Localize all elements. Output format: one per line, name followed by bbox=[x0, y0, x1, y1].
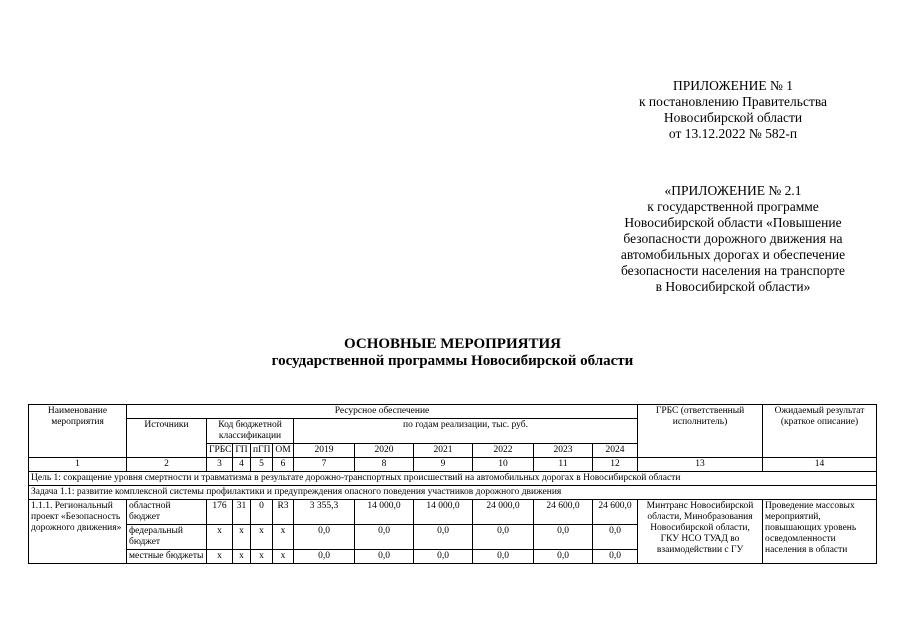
value-cell: 0,0 bbox=[593, 550, 638, 564]
appendix-1-line: от 13.12.2022 № 582-п bbox=[668, 126, 798, 141]
value-cell: 0,0 bbox=[534, 525, 593, 550]
header-year: 2024 bbox=[593, 444, 638, 458]
column-number: 10 bbox=[473, 458, 534, 472]
column-number: 13 bbox=[638, 458, 763, 472]
source-cell: федеральный бюджет bbox=[127, 525, 207, 550]
column-number: 9 bbox=[414, 458, 473, 472]
source-cell: областной бюджет bbox=[127, 500, 207, 525]
value-cell: 0,0 bbox=[473, 550, 534, 564]
value-cell: 0,0 bbox=[294, 550, 355, 564]
document-title: ОСНОВНЫЕ МЕРОПРИЯТИЯ bbox=[344, 336, 561, 352]
value-cell: 24 600,0 bbox=[593, 500, 638, 525]
header-year: 2022 bbox=[473, 444, 534, 458]
activity-name: 1.1.1. Региональный проект «Безопасность дорожного движения» bbox=[29, 500, 127, 564]
code-cell: x bbox=[207, 550, 233, 564]
value-cell: 0,0 bbox=[355, 550, 414, 564]
result-cell: Проведение массовых мероприятий, повышающих уровень осведомленности населения в области bbox=[763, 500, 877, 564]
code-cell: 176 bbox=[207, 500, 233, 525]
code-cell: x bbox=[233, 525, 251, 550]
appendix-2-line: безопасности дорожного движения на bbox=[623, 231, 843, 246]
header-code-col: ГП bbox=[233, 444, 251, 458]
code-cell: x bbox=[273, 550, 294, 564]
code-cell: x bbox=[233, 550, 251, 564]
value-cell: 0,0 bbox=[414, 525, 473, 550]
value-cell: 0,0 bbox=[473, 525, 534, 550]
code-cell: 0 bbox=[251, 500, 273, 525]
code-cell: x bbox=[251, 550, 273, 564]
goal-row: Цель 1: сокращение уровня смертности и травматизма в результате дорожно-транспортных происшествий на автомобильных дорогах в Новосибирской области bbox=[29, 472, 877, 486]
column-number: 8 bbox=[355, 458, 414, 472]
appendix-1-line: Новосибирской области bbox=[663, 110, 803, 125]
value-cell: 0,0 bbox=[534, 550, 593, 564]
value-cell: 0,0 bbox=[593, 525, 638, 550]
column-number: 14 bbox=[763, 458, 877, 472]
appendix-2-line: в Новосибирской области» bbox=[655, 279, 811, 294]
column-number: 12 bbox=[593, 458, 638, 472]
code-cell: x bbox=[251, 525, 273, 550]
header-year: 2021 bbox=[414, 444, 473, 458]
appendix-2-line: безопасности населения на транспорте bbox=[620, 263, 846, 278]
header-budget-code: Код бюджетной классификации bbox=[207, 419, 294, 444]
appendix-1-line: к постановлению Правительства bbox=[638, 94, 828, 109]
header-resource: Ресурсное обеспечение bbox=[127, 405, 638, 419]
executor-cell: Минтранс Новосибирской области, Минобразования Новосибирской области, ГКУ НСО ТУАД во взаимодействии с ГУ bbox=[638, 500, 763, 564]
appendix-2-block bbox=[590, 183, 876, 295]
value-cell: 14 000,0 bbox=[355, 500, 414, 525]
header-sources: Источники bbox=[127, 419, 207, 458]
header-grbs: ГРБС (ответственный исполнитель) bbox=[638, 405, 763, 458]
header-code-col: пГП bbox=[251, 444, 273, 458]
column-number: 3 bbox=[207, 458, 233, 472]
value-cell: 0,0 bbox=[414, 550, 473, 564]
header-year: 2020 bbox=[355, 444, 414, 458]
value-cell: 3 355,3 bbox=[294, 500, 355, 525]
header-name: Наименование мероприятия bbox=[29, 405, 127, 458]
task-row: Задача 1.1: развитие комплексной системы профилактики и предупреждения опасного поведения участников дорожного движения bbox=[29, 486, 877, 500]
value-cell: 24 000,0 bbox=[473, 500, 534, 525]
header-year: 2023 bbox=[534, 444, 593, 458]
header-year: 2019 bbox=[294, 444, 355, 458]
header-result: Ожидаемый результат (краткое описание) bbox=[763, 405, 877, 458]
activities-table bbox=[28, 404, 877, 564]
column-number: 11 bbox=[534, 458, 593, 472]
header-code-col: ОМ bbox=[273, 444, 294, 458]
code-cell: 31 bbox=[233, 500, 251, 525]
document-heading bbox=[0, 336, 905, 370]
value-cell: 24 600,0 bbox=[534, 500, 593, 525]
column-number: 6 bbox=[273, 458, 294, 472]
value-cell: 0,0 bbox=[355, 525, 414, 550]
column-number: 4 bbox=[233, 458, 251, 472]
code-cell: x bbox=[207, 525, 233, 550]
header-by-years: по годам реализации, тыс. руб. bbox=[294, 419, 638, 444]
column-number: 7 bbox=[294, 458, 355, 472]
column-number: 1 bbox=[29, 458, 127, 472]
code-cell: x bbox=[273, 525, 294, 550]
document-subtitle: государственной программы Новосибирской области bbox=[271, 353, 634, 369]
value-cell: 14 000,0 bbox=[414, 500, 473, 525]
appendix-2-line: «ПРИЛОЖЕНИЕ № 2.1 bbox=[664, 183, 802, 198]
code-cell: R3 bbox=[273, 500, 294, 525]
appendix-1-block bbox=[590, 78, 876, 142]
appendix-1-line: ПРИЛОЖЕНИЕ № 1 bbox=[672, 78, 794, 93]
source-cell: местные бюджеты bbox=[127, 550, 207, 564]
header-code-col: ГРБС bbox=[207, 444, 233, 458]
column-number: 2 bbox=[127, 458, 207, 472]
value-cell: 0,0 bbox=[294, 525, 355, 550]
appendix-2-line: Новосибирской области «Повышение bbox=[624, 215, 842, 230]
appendix-2-line: автомобильных дорогах и обеспечение bbox=[620, 247, 846, 262]
column-number: 5 bbox=[251, 458, 273, 472]
appendix-2-line: к государственной программе bbox=[647, 199, 819, 214]
